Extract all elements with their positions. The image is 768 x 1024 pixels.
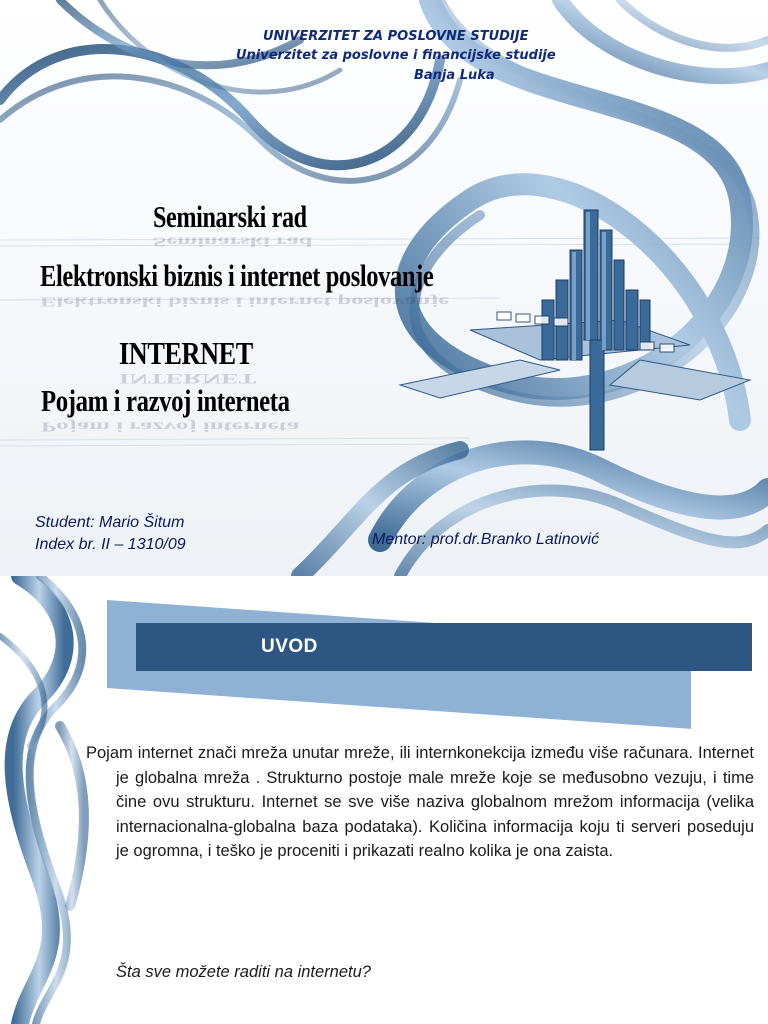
intro-paragraph: Pojam internet znači mreža unutar mreže, ili internkonekcija između više računara. Internet je globalna mreža . Strukturno postoje male mreže koje se međusobno vezuju, i time čine ovu strukturu. Internet se sve više naziva globalnom mrežom informacija (velika internacionalna-globalna baza podataka). Količina informacija koju ti serveri poseduju je ogromna, i teško je proceniti i prikazati realno kolika je ona zaista. xyxy=(86,744,754,860)
heading-bar xyxy=(136,623,752,671)
intro-question: Šta sve možete raditi na internetu? xyxy=(116,963,371,981)
university-subtitle: Univerzitet za poslovne i financijske studije xyxy=(236,48,556,63)
mentor-name: Mentor: prof.dr.Branko Latinović xyxy=(372,531,600,548)
university-name: UNIVERZITET ZA POSLOVNE STUDIJE xyxy=(263,29,529,44)
title-subtopic: Pojam i razvoj interneta xyxy=(41,383,290,418)
slide-heading: UVOD xyxy=(261,636,318,657)
university-city: Banja Luka xyxy=(414,68,495,83)
title-seminar: Seminarski rad xyxy=(153,199,307,234)
student-name: Student: Mario Šitum xyxy=(35,514,185,531)
student-index: Index br. II – 1310/09 xyxy=(35,536,186,553)
title-topic: INTERNET xyxy=(119,335,253,371)
title-reflection: INTERNET xyxy=(119,370,257,387)
title-reflection: Elektronski biznis i internet poslovanje xyxy=(40,294,450,310)
intro-body xyxy=(86,741,754,864)
intro-slide xyxy=(0,576,768,1024)
title-reflection: Seminarski rad xyxy=(153,234,313,250)
title-reflection: Pojam i razvoj interneta xyxy=(41,419,300,435)
title-course: Elektronski biznis i internet poslovanje xyxy=(40,258,434,293)
